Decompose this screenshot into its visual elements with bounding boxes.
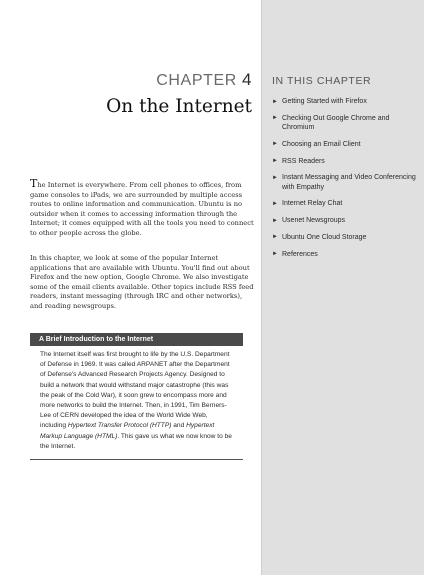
triangle-bullet-icon: ► — [272, 115, 278, 122]
box-emphasis: Hypertext Markup Language (HTML) — [40, 422, 215, 440]
box-text: The Internet itself was first brought to life by the U.S. Department of Defense in 1969. It was called ARPANET after the Department of Defense's Advanced Research Projects Agency. Designed to build a network that would withstand major catastrophe (this was the peak of the Cold War), it soon grew to encompass more and more networks to build the Internet. Then, in 1991, Tim Berners-Lee of CERN developed the idea of the World Wide Web, including — [40, 351, 230, 430]
triangle-bullet-icon: ► — [272, 174, 278, 181]
box-text: and — [171, 422, 187, 430]
list-item — [272, 216, 422, 226]
triangle-bullet-icon: ► — [272, 98, 278, 105]
chapter-word: CHAPTER — [156, 72, 237, 89]
list-item — [272, 199, 422, 209]
box-emphasis: Hypertext Transfer Protocol (HTTP) — [67, 422, 172, 430]
triangle-bullet-icon: ► — [272, 234, 278, 241]
topic-label: Getting Started with Firefox — [282, 98, 367, 105]
topic-label: Usenet Newsgroups — [282, 217, 346, 225]
box-text: . This gave us what we now know to be the Internet. — [40, 432, 232, 450]
list-item — [272, 140, 422, 150]
box-bottom-rule — [30, 459, 243, 460]
triangle-bullet-icon: ► — [272, 251, 278, 257]
overview-paragraph: In this chapter, we look at some of the popular Internet applications that are available with Ubuntu. You'll find out about Firefox and the new option, Google Chrome. We also investigate some of the email clients available. Other topics include RSS feed readers, instant messaging (through IRC and other networks), and reading newsgroups. — [30, 254, 254, 310]
topic-label: Internet Relay Chat — [282, 200, 343, 208]
list-item — [272, 157, 422, 167]
topic-list — [272, 97, 422, 266]
topic-label: References — [282, 250, 318, 258]
chapter-title: On the Internet — [106, 96, 252, 117]
intro-paragraph — [30, 179, 256, 239]
list-item — [272, 250, 422, 260]
list-item — [272, 233, 422, 243]
topic-label: Choosing an Email Client — [282, 140, 361, 148]
triangle-bullet-icon: ► — [272, 141, 278, 148]
triangle-bullet-icon: ► — [272, 158, 278, 165]
drop-cap: T — [30, 177, 38, 190]
topic-label: RSS Readers — [282, 157, 325, 165]
chapter-sidebar — [261, 0, 424, 575]
chapter-number: 4 — [241, 70, 252, 89]
chapter-label — [156, 70, 252, 90]
triangle-bullet-icon: ► — [272, 217, 278, 224]
topic-label: Checking Out Google Chrome and Chromium — [282, 114, 390, 132]
topic-label: Ubuntu One Cloud Storage — [282, 233, 367, 241]
list-item — [272, 97, 422, 107]
sidebar-title: IN THIS CHAPTER — [272, 75, 372, 87]
box-body — [30, 346, 243, 456]
topic-label: Instant Messaging and Video Conferencing with Empathy — [282, 174, 416, 191]
box-header: A Brief Introduction to the Internet — [30, 333, 243, 346]
list-item — [272, 114, 422, 133]
intro-paragraph-text: he Internet is everywhere. From cell phones to offices, from game consoles to iPads, we are surrounded by multiple access routes to online information and communication. Ubuntu is no outsider when it comes to accessing information through the Internet; it comes equipped with all the tools you need to connect to other people across the globe. — [30, 181, 254, 237]
list-item — [272, 173, 422, 192]
sidebar-box — [30, 333, 243, 460]
triangle-bullet-icon: ► — [272, 200, 278, 207]
